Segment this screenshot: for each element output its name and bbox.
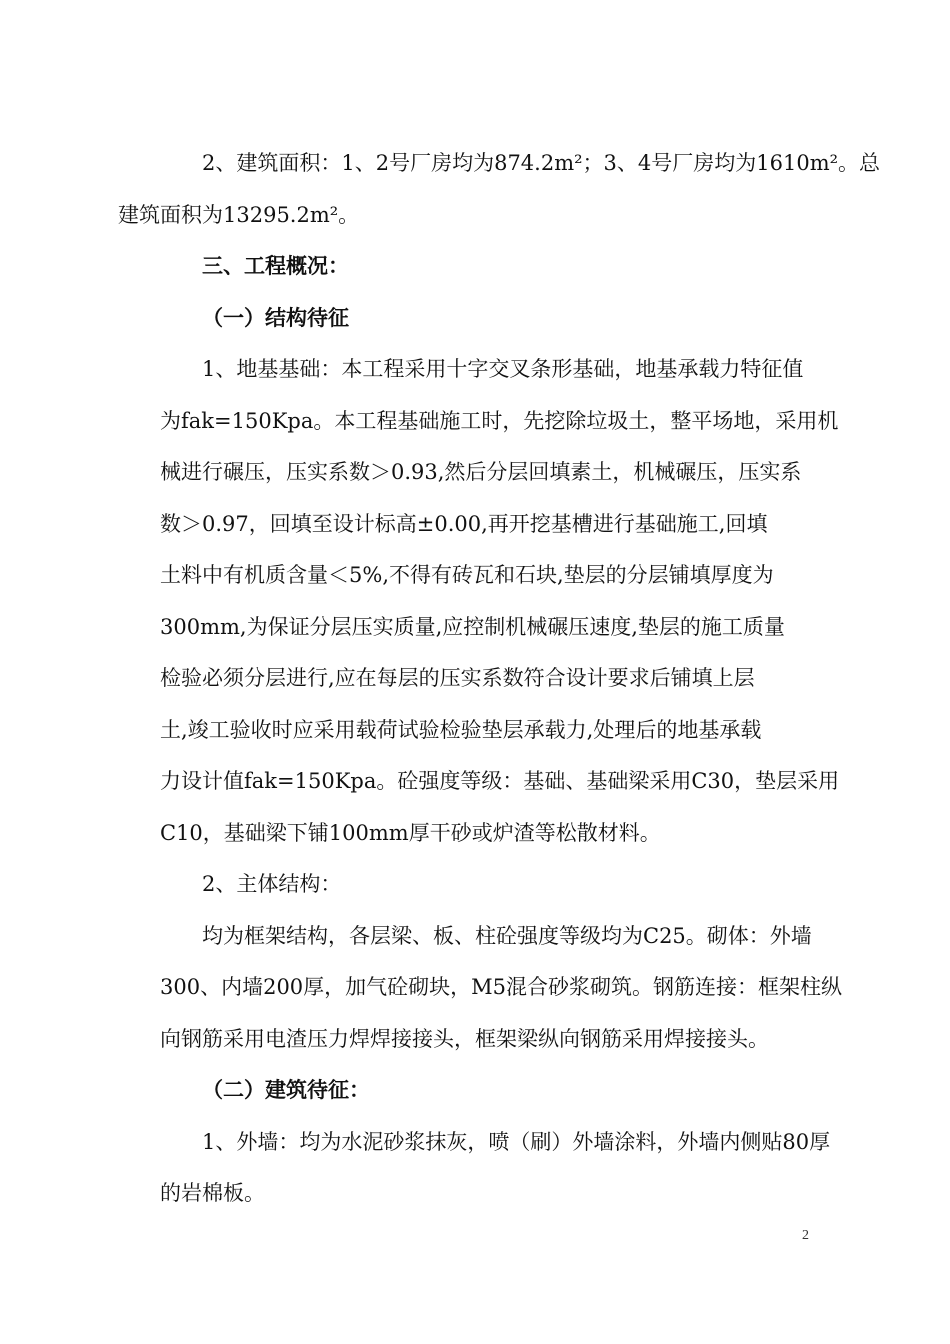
text-line: 数＞0.97，回填至设计标高±0.00,再开挖基槽进行基础施工,回填: [160, 511, 768, 536]
text-line: 建筑面积为13295.2m²。: [118, 202, 360, 227]
paragraph-exterior-wall: [160, 1117, 831, 1220]
text-line: 均为框架结构，各层梁、板、柱砼强度等级均为C25。砌体：外墙: [202, 923, 812, 948]
text-line: 土料中有机质含量＜5%,不得有砖瓦和石块,垫层的分层铺填厚度为: [160, 563, 774, 587]
text-line: 2、主体结构：: [202, 872, 342, 896]
text-line: 1、地基基础：本工程采用十字交叉条形基础，地基承载力特征值: [202, 357, 804, 381]
subsection-heading-architecture: [160, 1065, 815, 1117]
section-heading-project-overview: [160, 241, 815, 293]
text-line: 为fak=150Kpa。本工程基础施工时，先挖除垃圾土，整平场地，采用机: [160, 408, 839, 433]
heading-text: （二）建筑待征：: [202, 1078, 370, 1102]
heading-text: （一）结构待征: [202, 305, 349, 330]
text-line: 械进行碾压，压实系数＞0.93,然后分层回填素土，机械碾压，压实系: [160, 460, 802, 484]
paragraph-frame-structure: [160, 911, 843, 1066]
page-number: 2: [802, 1228, 809, 1243]
text-line: 300mm,为保证分层压实质量,应控制机械碾压速度,垫层的施工质量: [160, 614, 785, 639]
text-line: 的岩棉板。: [160, 1181, 265, 1205]
text-line: 1、外墙：均为水泥砂浆抹灰，喷（刷）外墙涂料，外墙内侧贴80厚: [202, 1129, 831, 1154]
heading-text: 三、工程概况：: [202, 254, 349, 278]
document-body: [118, 138, 881, 1220]
text-line: 土,竣工验收时应采用载荷试验检验垫层承载力,处理后的地基承载: [160, 717, 762, 742]
paragraph-building-area: [118, 138, 881, 241]
text-line: 向钢筋采用电渣压力焊焊接接头，框架梁纵向钢筋采用焊接接头。: [160, 1026, 769, 1051]
paragraph-main-structure-title: [160, 859, 815, 911]
paragraph-foundation: [160, 344, 840, 859]
text-line: 2、建筑面积：1、2号厂房均为874.2m²；3、4号厂房均为1610m²。总: [202, 151, 881, 175]
text-line: C10，基础梁下铺100mm厚干砂或炉渣等松散材料。: [160, 820, 661, 845]
text-line: 检验必须分层进行,应在每层的压实系数符合设计要求后铺填上层: [160, 666, 755, 690]
text-line: 300、内墙200厚，加气砼砌块，M5混合砂浆砌筑。钢筋连接：框架柱纵: [160, 975, 843, 999]
text-line: 力设计值fak=150Kpa。砼强度等级：基础、基础梁采用C30，垫层采用: [160, 769, 840, 793]
subsection-heading-structure: [160, 293, 815, 345]
